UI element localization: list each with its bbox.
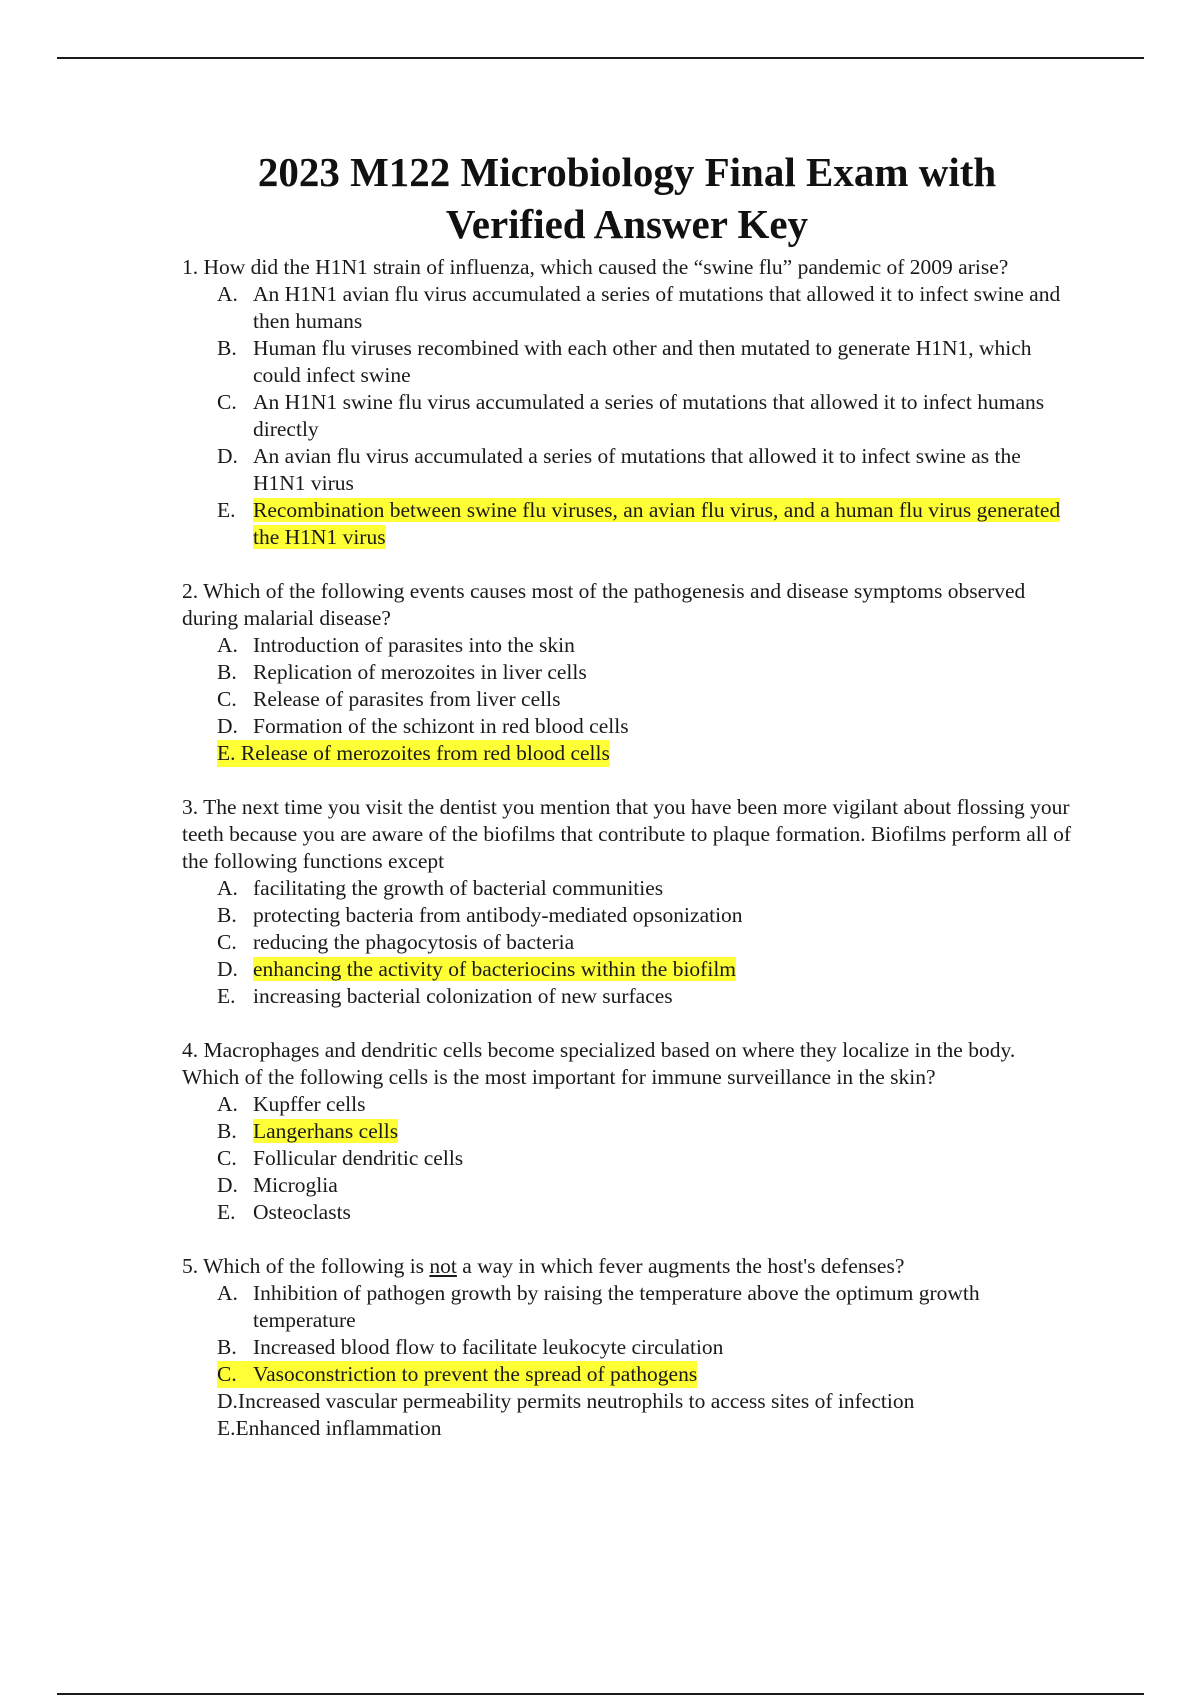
option-letter: E.: [217, 741, 236, 765]
correct-answer-option: [217, 740, 1072, 767]
answer-option: [217, 1172, 1072, 1199]
answer-option: [217, 632, 1072, 659]
option-text: Replication of merozoites in liver cells: [253, 660, 587, 684]
option-letter: C.: [217, 1146, 237, 1170]
option-text: An avian flu virus accumulated a series of mutations that allowed it to infect swine as the H1N1 virus: [253, 444, 1021, 495]
option-text: Release of merozoites from red blood cells: [240, 741, 610, 765]
option-letter: D.: [217, 957, 238, 981]
answer-option: [217, 1334, 1072, 1361]
answer-option: [217, 443, 1072, 497]
question-stem: 4. Macrophages and dendritic cells become specialized based on where they localize in the body. Which of the following cells is the most important for immune surveillance in the skin?: [182, 1038, 1016, 1089]
answer-option: [217, 1415, 1072, 1442]
stem-end: a way in which fever augments the host's defenses?: [456, 1254, 905, 1278]
question-stem: 1. How did the H1N1 strain of influenza, which caused the “swine flu” pandemic of 2009 arise?: [182, 255, 1009, 279]
option-text: Introduction of parasites into the skin: [253, 633, 575, 657]
top-rule: [57, 57, 1144, 59]
option-text: Formation of the schizont in red blood cells: [253, 714, 629, 738]
option-letter: D.: [217, 714, 238, 738]
option-text: reducing the phagocytosis of bacteria: [253, 930, 575, 954]
option-letter: C.: [217, 1362, 237, 1386]
question-2: [182, 578, 1072, 767]
option-text: Follicular dendritic cells: [253, 1146, 464, 1170]
option-letter: A.: [217, 282, 238, 306]
answer-option: [217, 335, 1072, 389]
answer-options: [182, 281, 1072, 551]
question-stem: [182, 1253, 1072, 1280]
answer-options: [182, 875, 1072, 1010]
option-text: increasing bacterial colonization of new surfaces: [253, 984, 673, 1008]
option-text: Kupffer cells: [253, 1092, 366, 1116]
correct-answer-option: [217, 956, 1072, 983]
option-text: facilitating the growth of bacterial communities: [253, 876, 664, 900]
option-letter: E.: [217, 1200, 236, 1224]
answer-option: [217, 659, 1072, 686]
option-letter: E.: [217, 984, 236, 1008]
question-5: [182, 1253, 1072, 1442]
option-letter: A.: [217, 633, 238, 657]
highlighted-answer: Langerhans cells: [253, 1119, 399, 1143]
option-letter: A.: [217, 1092, 238, 1116]
answer-option: [217, 1280, 1072, 1334]
correct-answer-option: [217, 497, 1072, 551]
answer-option: [217, 281, 1072, 335]
option-letter: A.: [217, 1281, 238, 1305]
option-text: An H1N1 swine flu virus accumulated a series of mutations that allowed it to infect humans directly: [253, 390, 1045, 441]
option-letter: D.: [217, 1173, 238, 1197]
option-letter: C.: [217, 390, 237, 414]
question-stem: 3. The next time you visit the dentist you mention that you have been more vigilant about flossing your teeth because you are aware of the biofilms that contribute to plaque formation. Biofilms perform all of the following functions except: [182, 795, 1071, 873]
answer-option: [217, 929, 1072, 956]
option-letter: B.: [217, 1335, 237, 1359]
answer-option: [217, 1145, 1072, 1172]
stem-start: 5. Which of the following is: [182, 1254, 430, 1278]
answer-option: [217, 1199, 1072, 1226]
answer-options: [182, 632, 1072, 767]
option-text: Enhanced inflammation: [235, 1416, 442, 1440]
highlighted-answer: Recombination between swine flu viruses, an avian flu virus, and a human flu virus generated the H1N1 virus: [253, 498, 1061, 549]
question-1: [182, 254, 1072, 551]
answer-option: [217, 875, 1072, 902]
option-text: Inhibition of pathogen growth by raising the temperature above the optimum growth temperature: [253, 1281, 980, 1332]
correct-answer-option: [217, 1118, 1072, 1145]
option-letter: D.: [217, 1389, 238, 1413]
document-title: [182, 146, 1072, 250]
question-stem: 2. Which of the following events causes most of the pathogenesis and disease symptoms observed during malarial disease?: [182, 579, 1026, 630]
option-text: Microglia: [253, 1173, 338, 1197]
answer-option: [217, 713, 1072, 740]
stem-emphasis: not: [429, 1254, 457, 1278]
answer-options: [182, 1280, 1072, 1442]
option-letter: B.: [217, 903, 237, 927]
highlighted-answer: [217, 1361, 697, 1388]
option-text: Vasoconstriction to prevent the spread of pathogens: [253, 1362, 698, 1386]
option-letter: D.: [217, 444, 238, 468]
question-3: [182, 794, 1072, 1010]
option-letter: E.: [217, 498, 236, 522]
option-letter: C.: [217, 687, 237, 711]
answer-option: [217, 902, 1072, 929]
highlighted-answer: enhancing the activity of bacteriocins within the biofilm: [253, 957, 737, 981]
answer-options: [182, 1091, 1072, 1226]
bottom-rule: [57, 1693, 1144, 1695]
answer-option: [217, 389, 1072, 443]
option-text: An H1N1 avian flu virus accumulated a series of mutations that allowed it to infect swine and then humans: [253, 282, 1061, 333]
answer-option: [217, 1388, 1072, 1415]
question-4: [182, 1037, 1072, 1226]
highlighted-answer: [217, 740, 610, 767]
option-text: Osteoclasts: [253, 1200, 351, 1224]
option-letter: B.: [217, 660, 237, 684]
title-line-2: Verified Answer Key: [445, 201, 809, 247]
option-text: Release of parasites from liver cells: [253, 687, 561, 711]
answer-option: [217, 686, 1072, 713]
answer-option: [217, 1091, 1072, 1118]
option-text: Human flu viruses recombined with each other and then mutated to generate H1N1, which could infect swine: [253, 336, 1032, 387]
correct-answer-option: [217, 1361, 1072, 1388]
option-text: Increased blood flow to facilitate leukocyte circulation: [253, 1335, 724, 1359]
option-letter: C.: [217, 930, 237, 954]
document-body: [182, 146, 1072, 1469]
option-letter: B.: [217, 336, 237, 360]
answer-option: [217, 983, 1072, 1010]
option-text: protecting bacteria from antibody-mediated opsonization: [253, 903, 743, 927]
option-letter: B.: [217, 1119, 237, 1143]
title-line-1: 2023 M122 Microbiology Final Exam with: [257, 149, 997, 195]
option-letter: E.: [217, 1416, 236, 1440]
option-letter: A.: [217, 876, 238, 900]
option-text: Increased vascular permeability permits neutrophils to access sites of infection: [237, 1389, 915, 1413]
